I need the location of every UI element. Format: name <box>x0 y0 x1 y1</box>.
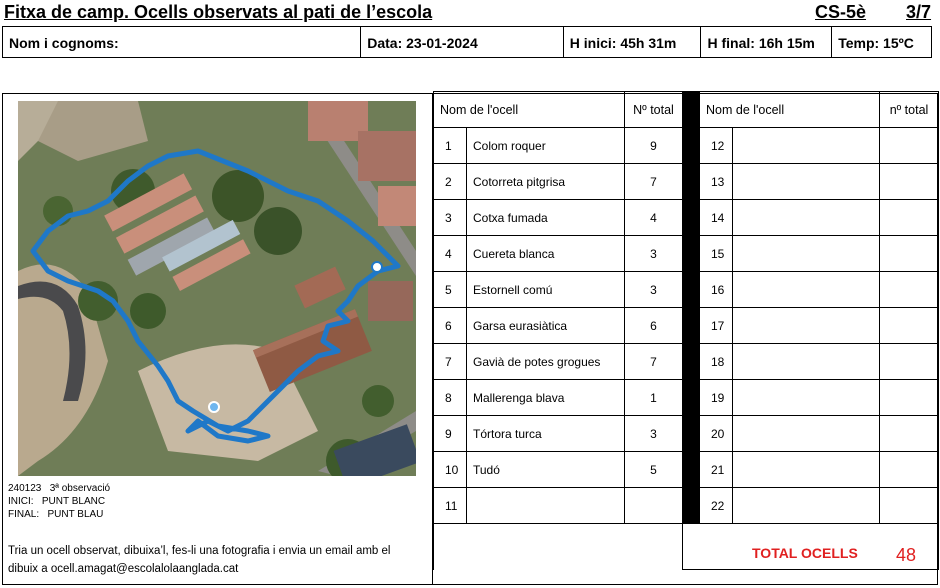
row-number[interactable]: 7 <box>434 344 467 380</box>
totals-row <box>434 524 939 570</box>
bird-total[interactable] <box>880 308 939 344</box>
bird-total[interactable]: 3 <box>625 236 683 272</box>
total-birds-value: 48 <box>896 545 917 565</box>
bird-total[interactable]: 1 <box>625 380 683 416</box>
bird-name[interactable]: Cotxa fumada <box>467 200 625 236</box>
bird-total[interactable]: 7 <box>625 344 683 380</box>
column-separator <box>683 164 700 200</box>
table-row <box>434 128 939 164</box>
row-number[interactable]: 6 <box>434 308 467 344</box>
row-number[interactable]: 21 <box>700 452 733 488</box>
bird-total[interactable]: 6 <box>625 308 683 344</box>
bird-total[interactable] <box>880 416 939 452</box>
observation-table <box>433 91 939 570</box>
row-number[interactable]: 20 <box>700 416 733 452</box>
row-number[interactable]: 1 <box>434 128 467 164</box>
table-row <box>434 488 939 524</box>
column-separator <box>683 128 700 164</box>
bird-total[interactable] <box>880 488 939 524</box>
row-number[interactable]: 3 <box>434 200 467 236</box>
page-number: 3/7 <box>906 2 932 22</box>
row-number[interactable]: 22 <box>700 488 733 524</box>
row-number[interactable]: 13 <box>700 164 733 200</box>
table-row <box>434 308 939 344</box>
row-number[interactable]: 12 <box>700 128 733 164</box>
column-header-bird-name: Nom de l'ocell <box>434 92 625 128</box>
bird-name[interactable] <box>733 308 880 344</box>
bird-name[interactable]: Tudó <box>467 452 625 488</box>
column-header-total: Nº total <box>625 92 683 128</box>
bird-name[interactable]: Garsa eurasiàtica <box>467 308 625 344</box>
row-number[interactable]: 15 <box>700 236 733 272</box>
bird-name[interactable] <box>733 200 880 236</box>
bird-name[interactable]: Tórtora turca <box>467 416 625 452</box>
bird-total[interactable] <box>880 236 939 272</box>
column-separator <box>683 200 700 236</box>
row-number[interactable]: 5 <box>434 272 467 308</box>
course-label: CS-5è <box>815 2 867 22</box>
row-number[interactable]: 14 <box>700 200 733 236</box>
column-header-bird-name-2: Nom de l'ocell <box>700 92 880 128</box>
column-separator <box>683 92 700 128</box>
total-birds-label: TOTAL OCELLS <box>752 545 858 561</box>
row-number[interactable]: 19 <box>700 380 733 416</box>
column-separator <box>683 344 700 380</box>
table-row <box>434 200 939 236</box>
bird-name[interactable] <box>733 416 880 452</box>
bird-total[interactable]: 5 <box>625 452 683 488</box>
bird-total[interactable]: 3 <box>625 272 683 308</box>
row-number[interactable]: 4 <box>434 236 467 272</box>
row-number[interactable]: 2 <box>434 164 467 200</box>
bird-name[interactable] <box>733 128 880 164</box>
bird-total[interactable]: 9 <box>625 128 683 164</box>
sheet-title: Fitxa de camp. Ocells observats al pati de l’escola <box>4 2 433 22</box>
bird-total[interactable]: 7 <box>625 164 683 200</box>
table-row <box>434 236 939 272</box>
bird-name[interactable]: Estornell comú <box>467 272 625 308</box>
bird-name[interactable]: Cotorreta pitgrisa <box>467 164 625 200</box>
date-field: Data: 23-01-2024 <box>361 27 564 57</box>
bird-name[interactable] <box>733 488 880 524</box>
bird-total[interactable] <box>880 200 939 236</box>
map-legend-note: 240123 3ª observació INICI: PUNT BLANC FINAL: PUNT BLAU <box>8 483 111 520</box>
bird-name[interactable] <box>733 236 880 272</box>
bird-total[interactable] <box>880 128 939 164</box>
end-time-field: H final: 16h 15m <box>701 27 832 57</box>
row-number[interactable]: 11 <box>434 488 467 524</box>
column-separator <box>683 236 700 272</box>
table-row <box>434 452 939 488</box>
table-row <box>434 164 939 200</box>
bird-total[interactable]: 3 <box>625 416 683 452</box>
info-bar <box>2 26 932 58</box>
bird-name[interactable] <box>733 452 880 488</box>
row-number[interactable]: 18 <box>700 344 733 380</box>
column-separator <box>683 308 700 344</box>
bird-total[interactable]: 4 <box>625 200 683 236</box>
table-row <box>434 380 939 416</box>
table-row <box>434 416 939 452</box>
bird-total[interactable] <box>880 164 939 200</box>
bird-name[interactable]: Colom roquer <box>467 128 625 164</box>
temperature-field: Temp: 15ºC <box>838 35 914 51</box>
bird-total[interactable] <box>880 344 939 380</box>
bird-name[interactable]: Cuereta blanca <box>467 236 625 272</box>
table-row <box>434 344 939 380</box>
bird-name[interactable] <box>733 344 880 380</box>
bird-name[interactable] <box>467 488 625 524</box>
row-number[interactable]: 10 <box>434 452 467 488</box>
totals-spacer <box>434 524 683 570</box>
bird-name[interactable]: Gavià de potes grogues <box>467 344 625 380</box>
column-separator <box>683 416 700 452</box>
aerial-map-image <box>18 101 416 476</box>
table-header-row <box>434 92 939 128</box>
bird-total[interactable] <box>880 452 939 488</box>
bird-name[interactable]: Mallerenga blava <box>467 380 625 416</box>
column-separator <box>683 380 700 416</box>
start-time-field: H inici: 45h 31m <box>564 27 702 57</box>
row-number[interactable]: 16 <box>700 272 733 308</box>
table-row <box>434 272 939 308</box>
column-separator <box>683 452 700 488</box>
bird-name[interactable] <box>733 164 880 200</box>
row-number[interactable]: 9 <box>434 416 467 452</box>
bird-name[interactable] <box>733 272 880 308</box>
column-separator <box>683 488 700 524</box>
instructions-text: Tria un ocell observat, dibuixa’l, fes-li una fotografia i envia un email amb el dibuix a ocell.amagat@escolalolaanglada.cat <box>8 545 391 575</box>
name-field-label: Nom i cognoms: <box>3 27 361 57</box>
column-separator <box>683 272 700 308</box>
bird-name[interactable] <box>733 380 880 416</box>
column-header-total-2: nº total <box>880 92 939 128</box>
row-number[interactable]: 8 <box>434 380 467 416</box>
bird-total[interactable] <box>880 380 939 416</box>
bird-total[interactable] <box>625 488 683 524</box>
bird-total[interactable] <box>880 272 939 308</box>
row-number[interactable]: 17 <box>700 308 733 344</box>
